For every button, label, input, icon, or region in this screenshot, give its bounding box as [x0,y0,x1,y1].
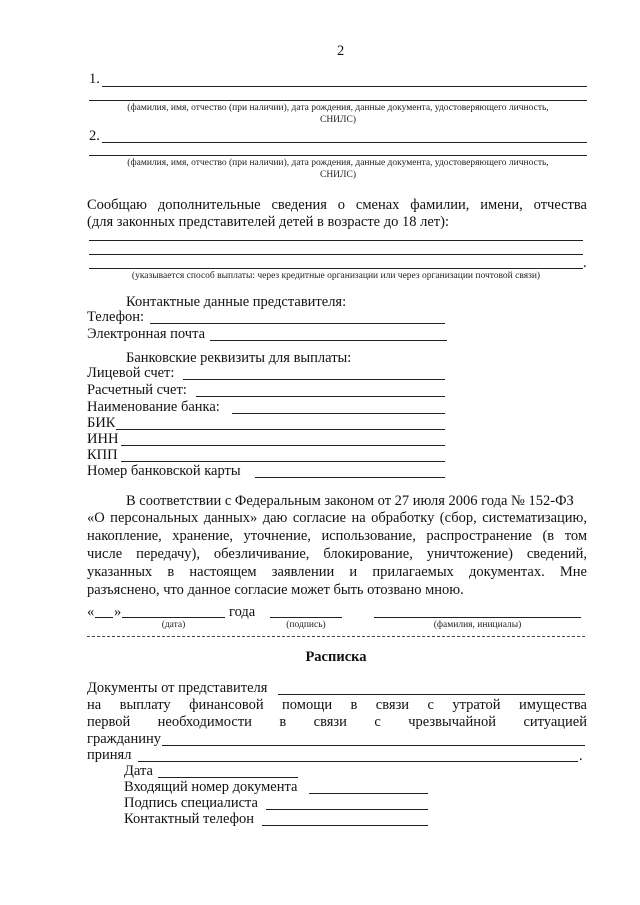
settlement-account-field[interactable] [196,396,445,397]
receipt-doc-number-label: Входящий номер документа [124,779,298,795]
payment-method-line[interactable] [89,268,583,269]
person-2-caption-snils: СНИЛС) [319,170,356,180]
person-2-number: 2. [89,128,100,144]
signature-field[interactable] [270,617,342,618]
receipt-doc-number-field[interactable] [309,793,428,794]
account-label: Лицевой счет: [87,365,175,381]
year-label: года [229,604,256,620]
settlement-account-label: Расчетный счет: [87,382,187,398]
consent-line-5: указанных в настоящем заявлении и прилагаемых документах. Мне [87,564,587,580]
date-quote-close: » [114,604,122,620]
receipt-specialist-sign-field[interactable] [266,809,428,810]
consent-line-4: числе передачу), обезличивание, блокирование, уничтожение) сведений, [87,546,587,562]
bik-field[interactable] [116,429,445,430]
receipt-citizen-field[interactable] [162,745,585,746]
receipt-citizen-label: гражданину [87,731,161,747]
receipt-date-field[interactable] [158,777,298,778]
kpp-label: КПП [87,447,118,463]
payment-method-dot: . [583,255,587,271]
person-2-line[interactable] [102,142,587,143]
name-changes-line-2: (для законных представителей детей в возрасте до 18 лет): [87,214,449,230]
consent-line-1: В соответствии с Федеральным законом от 27 июля 2006 года № 152-ФЗ [126,493,574,509]
receipt-accepted-label: принял [87,747,132,763]
email-field[interactable] [210,340,447,341]
page-number: 2 [337,43,345,59]
name-changes-line-1: Сообщаю дополнительные сведения о сменах фамилии, имени, отчества [87,197,587,213]
receipt-line-3: первой необходимости в связи с чрезвычайной ситуацией [87,714,587,730]
receipt-from-label: Документы от представителя [87,680,268,696]
consent-line-6: разъяснено, что данное согласие может быть отозвано мною. [87,582,464,598]
account-field[interactable] [183,379,445,380]
payment-method-caption: (указывается способ выплаты: через кредитные организации или через организации почтовой связи) [131,271,541,281]
inn-field[interactable] [121,445,445,446]
receipt-date-label: Дата [124,763,153,779]
person-1-number: 1. [89,71,100,87]
card-number-field[interactable] [255,477,445,478]
name-changes-blank-1[interactable] [89,240,583,241]
person-1-caption: (фамилия, имя, отчество (при наличии), дата рождения, данные документа, удостоверяющего личность, [127,103,549,113]
receipt-dot: . [579,748,583,764]
consent-line-2: «О персональных данных» даю согласие на обработку (сбор, систематизацию, [87,510,587,526]
receipt-line-2: на выплату финансовой помощи в связи с утратой имущества [87,697,587,713]
phone-field[interactable] [150,323,445,324]
person-2-line-2[interactable] [89,155,587,156]
person-1-caption-snils: СНИЛС) [319,115,356,125]
receipt-contact-phone-label: Контактный телефон [124,811,255,827]
consent-line-3: накопление, хранение, уточнение, использование, распространение (в том [87,528,587,544]
phone-label: Телефон: [87,309,145,325]
date-quote-open: « [87,604,95,620]
email-label: Электронная почта [87,326,206,342]
receipt-specialist-sign-label: Подпись специалиста [124,795,258,811]
person-1-line-2[interactable] [89,100,587,101]
receipt-accepted-field[interactable] [138,761,578,762]
bank-name-field[interactable] [232,413,445,414]
receipt-title: Расписка [305,649,367,665]
person-1-line[interactable] [102,86,587,87]
date-day-field[interactable] [95,617,113,618]
cut-line [87,636,585,637]
bank-heading: Банковские реквизиты для выплаты: [126,350,352,366]
full-name-field[interactable] [374,617,581,618]
person-2-caption: (фамилия, имя, отчество (при наличии), дата рождения, данные документа, удостоверяющего личность, [127,158,549,168]
date-month-field[interactable] [122,617,225,618]
bank-name-label: Наименование банка: [87,399,220,415]
bik-label: БИК [87,415,116,431]
receipt-contact-phone-field[interactable] [262,825,428,826]
name-changes-blank-2[interactable] [89,254,583,255]
kpp-field[interactable] [121,461,445,462]
contacts-heading: Контактные данные представителя: [126,294,347,310]
inn-label: ИНН [87,431,119,447]
receipt-from-field[interactable] [278,694,585,695]
full-name-caption: (фамилия, инициалы) [433,620,522,630]
date-caption: (дата) [161,620,186,630]
card-number-label: Номер банковской карты [87,463,241,479]
signature-caption: (подпись) [286,620,326,630]
